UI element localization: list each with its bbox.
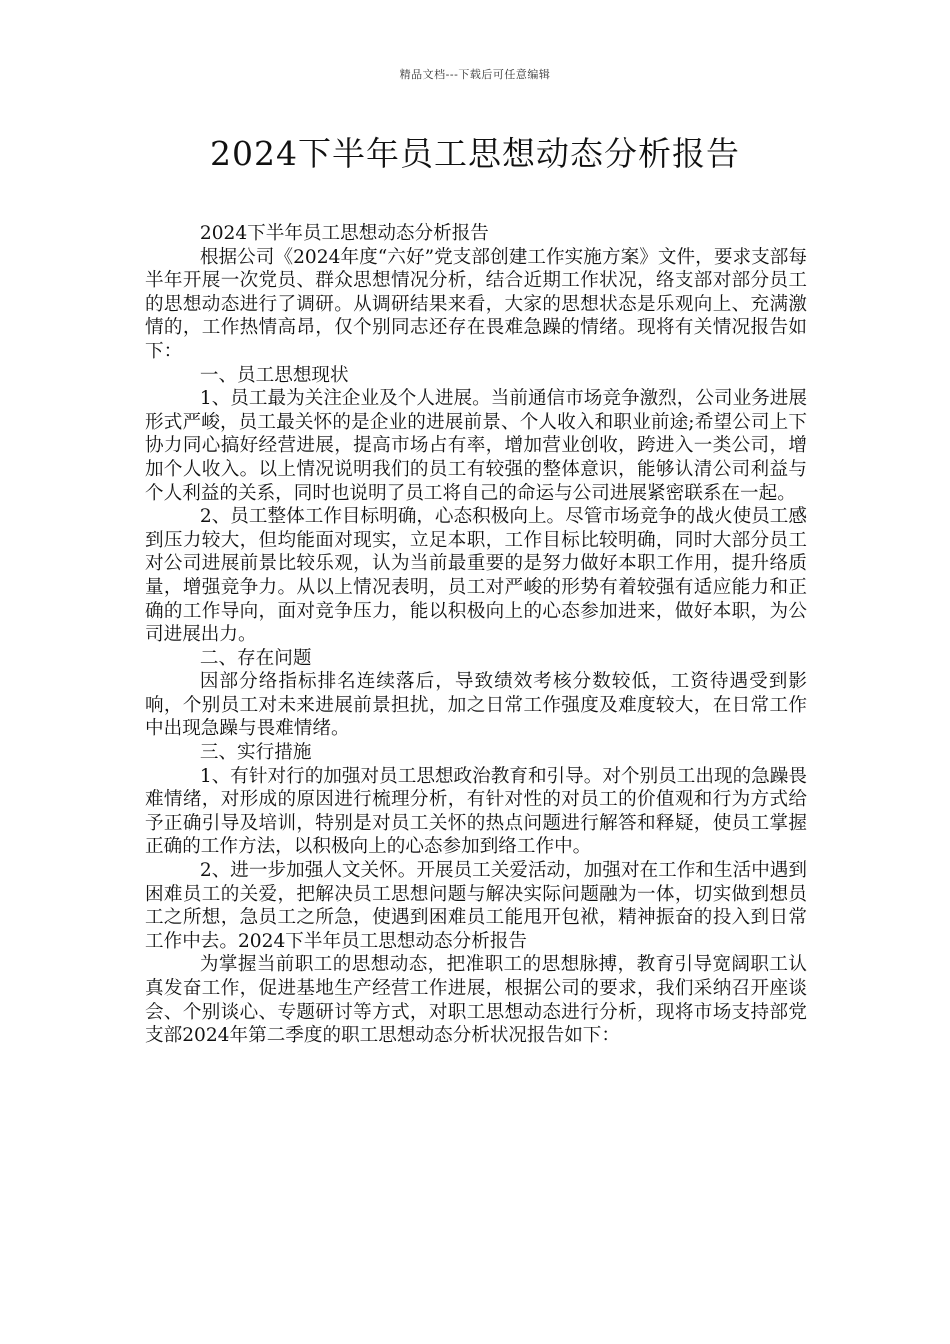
document-body xyxy=(145,222,807,1048)
header-note: 精品文档---下载后可任意编辑 xyxy=(399,68,551,81)
section-heading: 二、存在问题 xyxy=(199,647,312,669)
paragraph: 1、员工最为关注企业及个人进展。当前通信市场竞争激烈，公司业务进展形式严峻，员工最关怀的是企业的进展前景、个人收入和职业前途;希望公司上下协力同心搞好经营进展，提高市场占有率，增加营业创收，跨进入一类公司，增加个人收入。以上情况说明我们的员工有较强的整体意识，能够认清公司利益与个人利益的关系，同时也说明了员工将自己的命运与公司进展紧密联系在一起。 xyxy=(145,388,807,504)
document-title: 2024下半年员工思想动态分析报告 xyxy=(210,134,740,173)
paragraph: 根据公司《2024年度“六好”党支部创建工作实施方案》文件，要求支部每半年开展一次党员、群众思想情况分析，结合近期工作状况，络支部对部分员工的思想动态进行了调研。从调研结果来看，大家的思想状态是乐观向上、充满激情的，工作热情高昂，仅个别同志还存在畏难急躁的情绪。现将有关情况报告如下： xyxy=(145,246,807,362)
paragraph: 2、员工整体工作目标明确，心态积极向上。尽管市场竞争的战火使员工感到压力较大，但均能面对现实，立足本职，工作目标比较明确，同时大部分员工对公司进展前景比较乐观，认为当前最重要的是努力做好本职工作用，提升络质量，增强竞争力。从以上情况表明，员工对严峻的形势有着较强有适应能力和正确的工作导向，面对竞争压力，能以积极向上的心态参加进来，做好本职，为公司进展出力。 xyxy=(145,506,807,646)
paragraph: 因部分络指标排名连续落后，导致绩效考核分数较低，工资待遇受到影响，个别员工对未来进展前景担扰，加之日常工作强度及难度较大，在日常工作中出现急躁与畏难情绪。 xyxy=(145,671,807,740)
paragraph: 2024下半年员工思想动态分析报告 xyxy=(199,223,489,244)
paragraph: 1、有针对行的加强对员工思想政治教育和引导。对个别员工出现的急躁畏难情绪，对形成的原因进行梳理分析，有针对性的对员工的价值观和行为方式给予正确引导及培训，特别是对员工关怀的热点问题进行解答和释疑，使员工掌握正确的工作方法，以积极向上的心态参加到络工作中。 xyxy=(145,765,807,858)
paragraph: 2、进一步加强人文关怀。开展员工关爱活动，加强对在工作和生活中遇到困难员工的关爱，把解决员工思想问题与解决实际问题融为一体，切实做到想员工之所想，急员工之所急，使遇到困难员工能甩开包袱，精神振奋的投入到日常工作中去。2024下半年员工思想动态分析报告 xyxy=(145,860,807,952)
section-heading: 三、实行措施 xyxy=(199,742,312,764)
paragraph: 为掌握当前职工的思想动态，把准职工的思想脉搏，教育引导宽阔职工认真发奋工作，促进基地生产经营工作进展，根据公司的要求，我们采纳召开座谈会、个别谈心、专题研讨等方式，对职工思想动态进行分析，现将市场支持部党支部2024年第二季度的职工思想动态分析状况报告如下： xyxy=(145,954,807,1047)
section-heading: 一、员工思想现状 xyxy=(199,364,349,386)
